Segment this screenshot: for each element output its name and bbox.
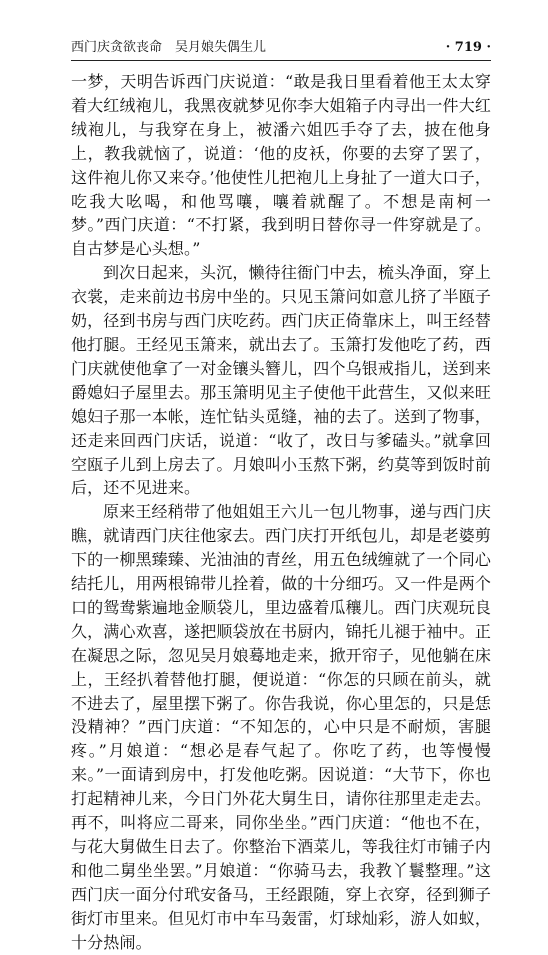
header-rule (71, 60, 491, 61)
page-number: · 719 · (445, 40, 491, 55)
body-text (71, 70, 491, 955)
paragraph-continued: 一梦，天明告诉西门庆说道：“敢是我日里看着他王太太穿着大红绒袍儿，我黑夜就梦见你李大姐箱子内寻出一件大红绒袍儿，与我穿在身上，被潘六姐匹手夺了去，披在他身上，教我就恼了，说道：‘他的皮袄，你要的去穿了罢了，这件袍儿你又来夺。’他使性儿把袍儿上身扯了一道大口子，吃我大吆喝，和他骂嚷，嚷着就醒了。不想是南柯一梦。”西门庆道：“不打紧，我到明日替你寻一件穿就是了。自古梦是心头想。” (71, 72, 491, 259)
paragraph: 原来王经稍带了他姐姐王六儿一包儿物事，递与西门庆瞧，就请西门庆往他家去。西门庆打开纸包儿，却是老婆剪下的一柳黑臻臻、光油油的青丝，用五色绒缠就了一个同心结托儿，用两根锦带儿拴着，做的十分细巧。又一件是两个口的鸳鸯紫遍地金顺袋儿，里边盛着瓜穰儿。西门庆观玩良久，满心欢喜，遂把顺袋放在书厨内，锦托儿褪于袖中。正在凝思之际，忽见吴月娘蓦地走来，掀开帘子，见他躺在床上，王经扒着替他打腿，便说道：“你怎的只顾在前头，就不进去了，屋里摆下粥了。你告我说，你心里怎的，只是恁没精神？”西门庆道：“不知怎的，心中只是不耐烦，害腿疼。”月娘道：“想必是春气起了。你吃了药，也等慢慢来。”一面请到房中，打发他吃粥。因说道：“大节下，你也打起精神儿来，今日门外花大舅生日，请你往那里走走去。再不，叫将应二哥来，同你坐坐。”西门庆道：“他也不在，与花大舅做生日去了。你整治下酒菜儿，等我往灯市铺子内和他二舅坐坐罢。”月娘道：“你骑马去，我教丫鬟整理。”这西门庆一面分付玳安备马，王经跟随，穿上衣穿，径到狮子街灯市里来。但见灯市中车马轰雷，灯球灿彩，游人如蚁，十分热闹。 (71, 502, 491, 952)
paragraph: 到次日起来，头沉，懒待往衙门中去，梳头净面，穿上衣裳，走来前边书房中坐的。只见玉箫问如意儿挤了半瓯子奶，径到书房与西门庆吃药。西门庆正倚靠床上，叫王经替他打腿。王经见玉箫来，就出去了。玉箫打发他吃了药，西门庆就使他拿了一对金镶头簪儿，四个乌银戒指儿，送到来爵媳妇子屋里去。那玉箫明见主子使他干此营生，又似来旺媳妇子那一本帐，连忙钻头觅缝，袖的去了。送到了物事，还走来回西门庆话，说道：“收了，改日与爹磕头。”就拿回空瓯子儿到上房去了。月娘叫小玉熬下粥，约莫等到饭时前后，还不见进来。 (71, 263, 491, 498)
running-header (71, 38, 491, 58)
chapter-title: 西门庆贪欲丧命 吴月娘失偶生儿 (71, 40, 267, 55)
